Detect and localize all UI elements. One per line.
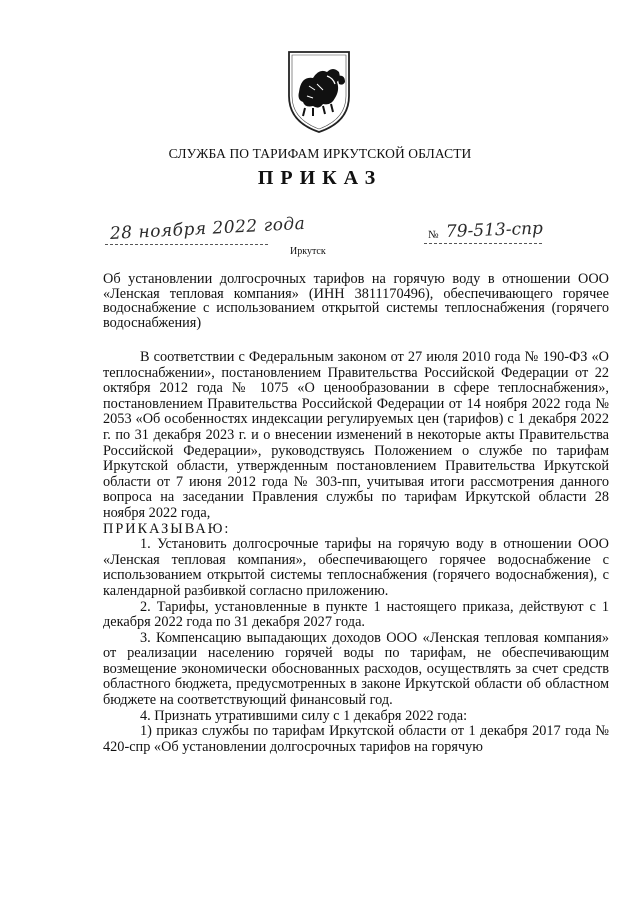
order-item-2: 2. Тарифы, установленные в пункте 1 настоящего приказа, действуют с 1 декабря 2022 года по 31 декабря 2027 года. xyxy=(103,598,609,631)
handwritten-number: 79-513-спр xyxy=(445,218,544,242)
order-item-1: 1. Установить долгосрочные тарифы на горячую воду в отношении ООО «Ленская тепловая компания», обеспечивающего горячее водоснабжение с использованием открытой системы теплоснабжения (горячего водоснабжения), с календарной разбивкой согласно приложению. xyxy=(103,536,609,599)
number-underline xyxy=(424,243,542,244)
number-prefix: № xyxy=(428,229,439,241)
order-subitem-1: 1) приказ службы по тарифам Иркутской области от 1 декабря 2017 года № 420-спр «Об установлении долгосрочных тарифов на горячую xyxy=(103,723,609,755)
order-item-3: 3. Компенсацию выпадающих доходов ООО «Ленская тепловая компания» от реализации населению горячей воды по тарифам, не обеспечивающим возмещение экономически обоснованных расходов, осуществлять за счет средств областного бюджета, предусмотренных в законе Иркутской области об областном бюджете на соответствующий финансовый год. xyxy=(103,629,609,709)
order-word: ПРИКАЗЫВАЮ: xyxy=(103,520,231,537)
order-subject: Об установлении долгосрочных тарифов на горячую воду в отношении ООО «Ленская тепловая компания» (ИНН 3811170496), обеспечивающего горячее водоснабжение с использованием открытой системы теплоснабжения (горячего водоснабжения) xyxy=(103,271,609,331)
coat-of-arms-icon xyxy=(283,46,355,136)
handwritten-date: 28 ноября 2022 года xyxy=(109,213,306,244)
document-body xyxy=(103,350,609,755)
preamble-paragraph: В соответствии с Федеральным законом от 27 июля 2010 года № 190-ФЗ «О теплоснабжении», постановлением Правительства Российской Федерации от 22 октября 2012 года № 1075 «О ценообразовании в сфере теплоснабжения», постановлением Правительства Российской Федерации от 14 ноября 2022 года № 2053 «Об особенностях индексации регулируемых цен (тарифов) с 1 декабря 2022 г. по 31 декабря 2023 г. и о внесении изменений в некоторые акты Правительства Российской Федерации», руководствуясь Положением о службе по тарифам Иркутской области, утвержденным постановлением Правительства Иркутской области от 7 июня 2012 года № 303-пп, учитывая итоги рассмотрения данного вопроса на заседании Правления службы по тарифам Иркутской области 28 ноября 2022 года, xyxy=(103,349,609,521)
date-underline xyxy=(105,244,268,245)
order-item-4: 4. Признать утратившими силу с 1 декабря 2022 года: xyxy=(140,707,468,724)
document-title: ПРИКАЗ xyxy=(257,167,383,189)
agency-name: СЛУЖБА ПО ТАРИФАМ ИРКУТСКОЙ ОБЛАСТИ xyxy=(168,146,472,161)
city: Иркутск xyxy=(290,246,326,257)
